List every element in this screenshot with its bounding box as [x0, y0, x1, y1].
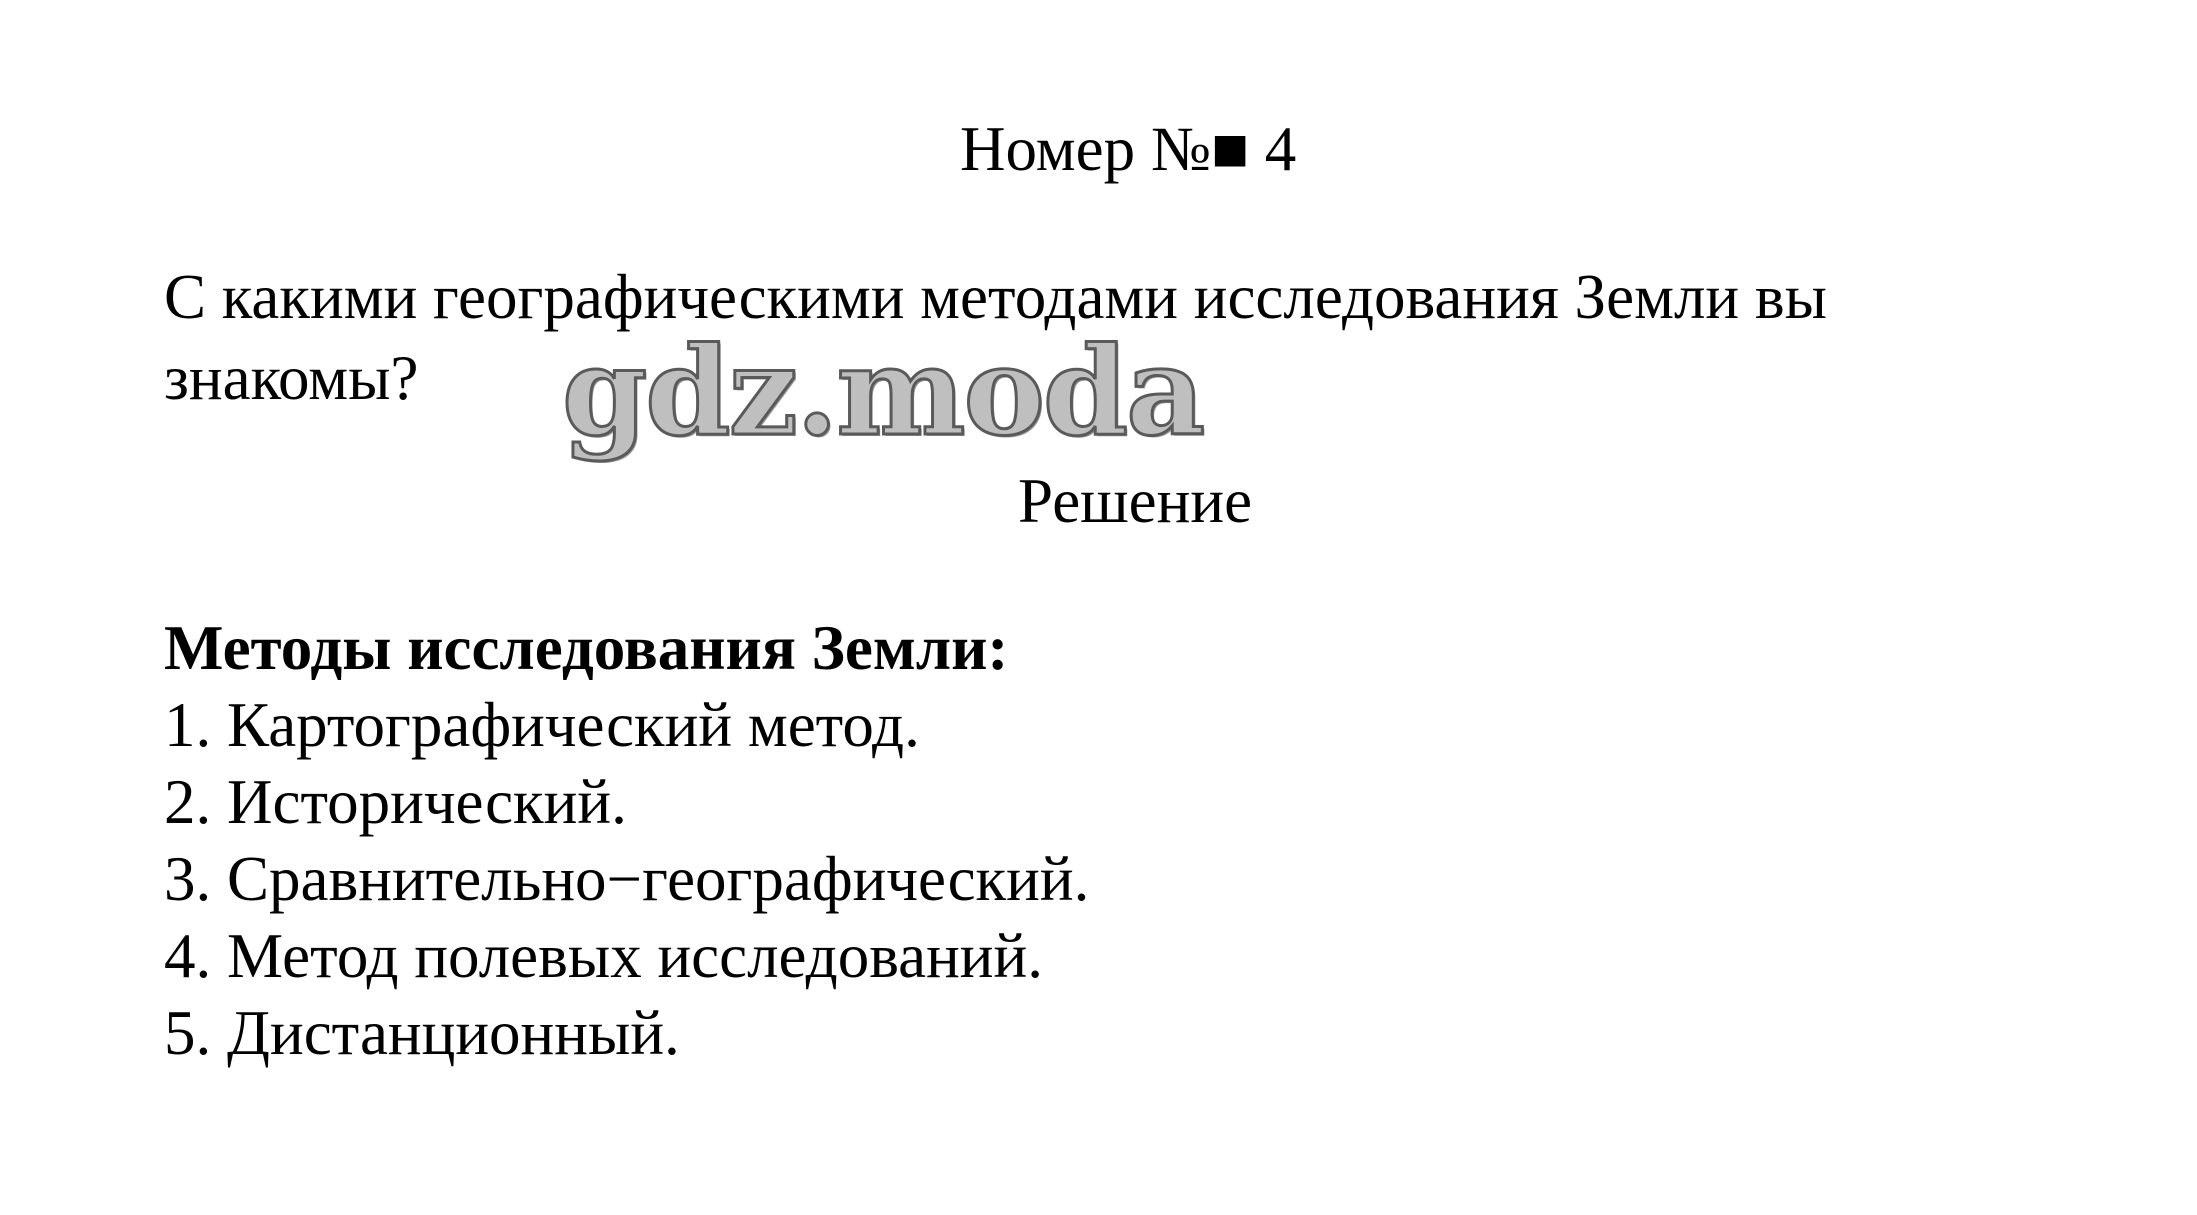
answer-block [164, 610, 1089, 1072]
list-item: 2. Исторический. [164, 767, 627, 837]
answer-title: Методы исследования Земли: [164, 613, 1009, 683]
answer-list [164, 687, 1089, 1072]
list-item: 3. Сравнительно−географический. [164, 844, 1090, 914]
task-number-heading: Номер №■ 4 [960, 114, 1297, 184]
list-item: 1. Картографический метод. [164, 690, 920, 760]
list-item: 5. Дистанционный. [164, 998, 680, 1068]
question-text: С какими географическими методами исследования Земли вы знакомы? [164, 262, 1827, 413]
watermark-logo: gdz.moda [562, 319, 1204, 463]
list-item: 4. Метод полевых исследований. [164, 921, 1043, 991]
solution-label: Решение [1018, 466, 1253, 536]
